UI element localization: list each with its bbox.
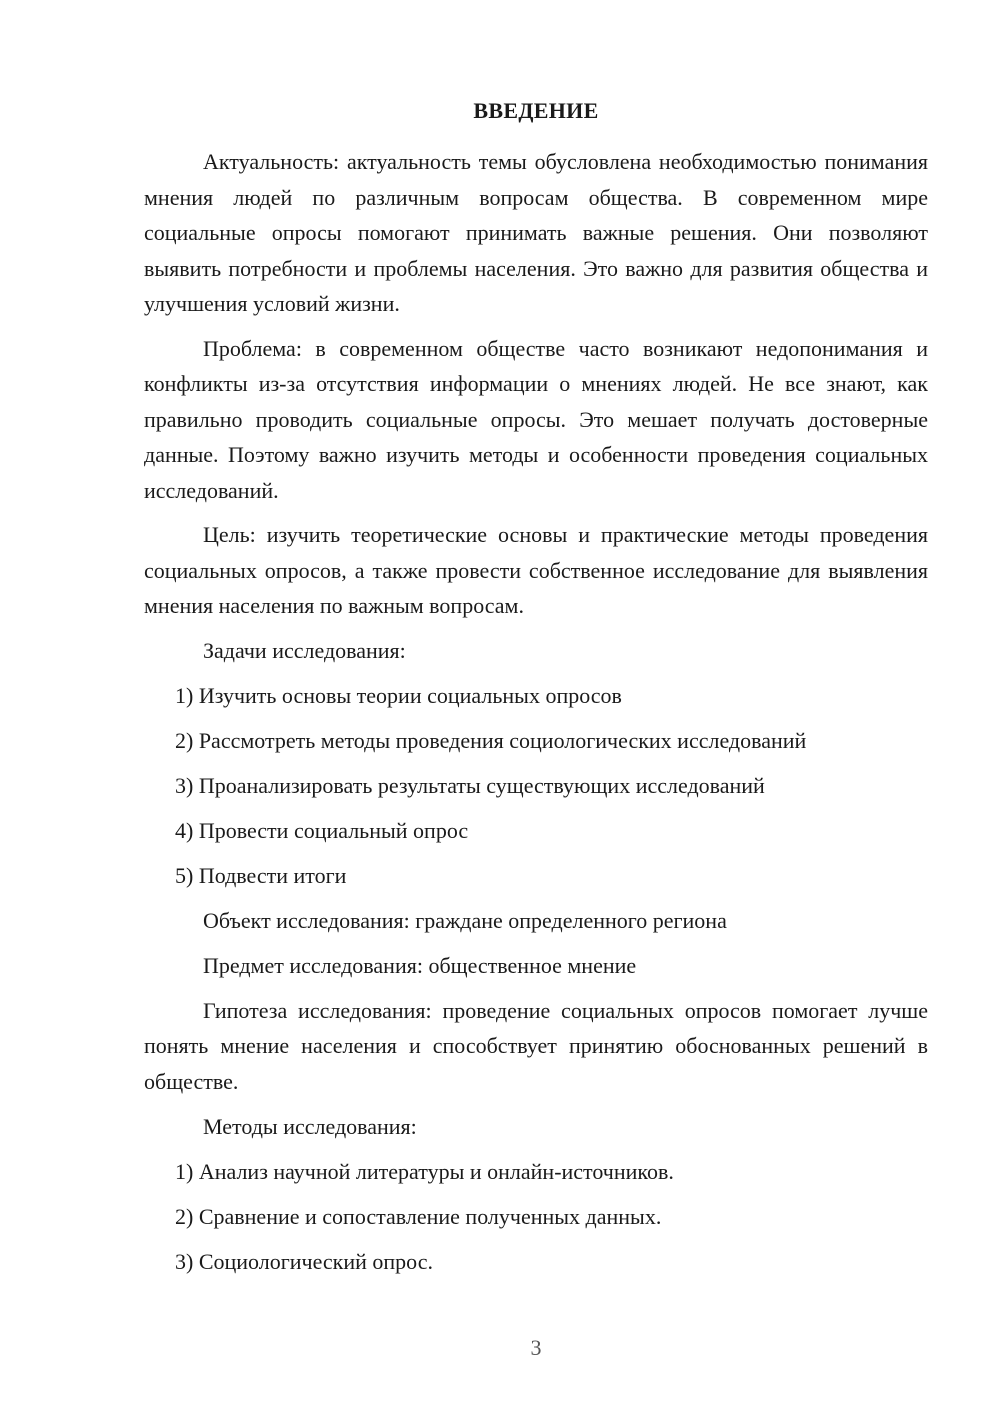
paragraph-goal: Цель: изучить теоретические основы и практические методы проведения социальных опросов, а также провести собственное исследование для выявления мнения населения по важным вопросам. bbox=[144, 522, 928, 618]
paragraph-problem: Проблема: в современном обществе часто возникают недопонимания и конфликты из-за отсутствия информации о мнениях людей. Не все знают, как правильно проводить социальные опросы. Это мешает получать достоверные данные. Поэтому важно изучить методы и особенности проведения социальных исследований. bbox=[144, 335, 928, 503]
page-title: ВВЕДЕНИЕ bbox=[473, 98, 599, 123]
method-item: 3) Социологический опрос. bbox=[175, 1248, 433, 1274]
paragraph-object: Объект исследования: граждане определенного региона bbox=[203, 908, 727, 933]
paragraph-subject: Предмет исследования: общественное мнение bbox=[203, 953, 637, 978]
page-number: 3 bbox=[530, 1335, 542, 1360]
task-item: 1) Изучить основы теории социальных опросов bbox=[175, 683, 622, 708]
task-item: 4) Провести социальный опрос bbox=[175, 818, 469, 843]
methods-heading: Методы исследования: bbox=[203, 1113, 417, 1139]
method-item: 1) Анализ научной литературы и онлайн-источников. bbox=[175, 1158, 674, 1184]
paragraph-relevance: Актуальность: актуальность темы обусловлена необходимостью понимания мнения людей по различным вопросам общества. В современном мире социальные опросы помогают принимать важные решения. Они позволяют выявить потребности и проблемы населения. Это важно для развития общества и улучшения условий жизни. bbox=[144, 149, 928, 316]
task-item: 2) Рассмотреть методы проведения социологических исследований bbox=[175, 728, 807, 753]
tasks-heading: Задачи исследования: bbox=[203, 638, 406, 663]
method-item: 2) Сравнение и сопоставление полученных данных. bbox=[175, 1203, 662, 1229]
task-item: 3) Проанализировать результаты существующих исследований bbox=[175, 773, 765, 798]
paragraph-hypothesis: Гипотеза исследования: проведение социальных опросов помогает лучше понять мнение населения и способствует принятию обоснованных решений в обществе. bbox=[144, 997, 928, 1094]
page-content bbox=[144, 96, 928, 1279]
task-item: 5) Подвести итоги bbox=[175, 863, 347, 888]
